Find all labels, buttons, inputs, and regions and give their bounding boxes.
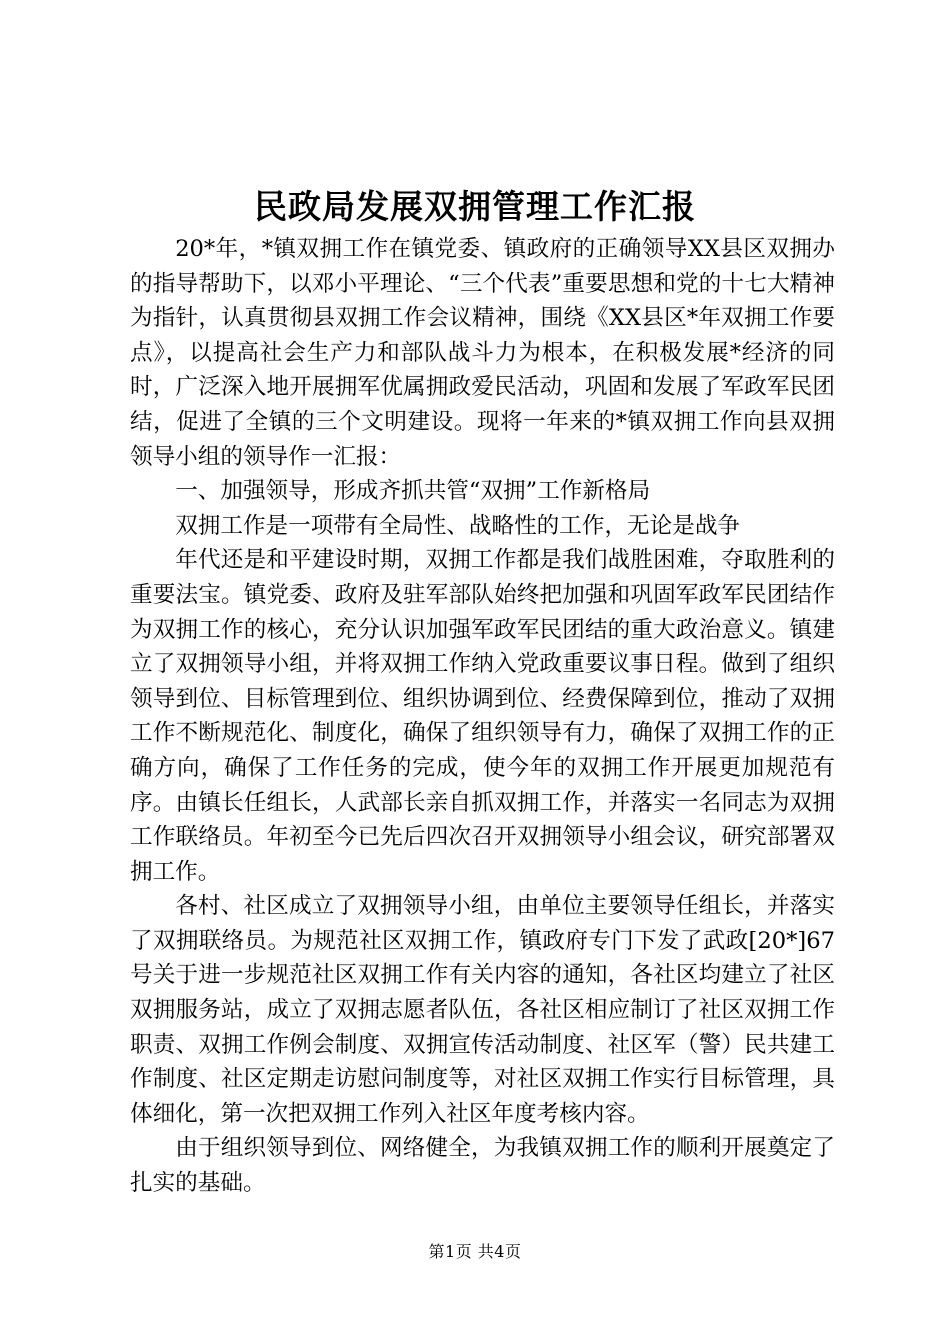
paragraph-section1-start: 双拥工作是一项带有全局性、战略性的工作，无论是战争 xyxy=(175,512,741,539)
paragraph-community: 各村、社区成立了双拥领导小组，由单位主要领导任组长，并落实了双拥联络员。为规范社区双拥工作，镇政府专门下发了武政[20*]67号关于进一步规范社区双拥工作有关内容的通知，各社区均建立了社区双拥服务站，成立了双拥志愿者队伍，各社区相应制订了社区双拥工作职责、双拥工作例会制度、双拥宣传活动制度、社区军（警）民共建工作制度、社区定期走访慰问制度等，对社区双拥工作实行目标管理，具体细化，第一次把双拥工作列入社区年度考核内容。 xyxy=(130,893,835,1127)
paragraph-conclusion: 由于组织领导到位、网络健全，为我镇双拥工作的顺利开展奠定了扎实的基础。 xyxy=(130,1135,835,1197)
section-heading-1: 一、加强领导，形成齐抓共管“双拥”工作新格局 xyxy=(175,478,651,505)
document-body xyxy=(130,232,835,1201)
document-title: 民政局发展双拥管理工作汇报 xyxy=(254,187,696,226)
paragraph-section1-body: 年代还是和平建设时期，双拥工作都是我们战胜困难，夺取胜利的重要法宝。镇党委、政府及驻军部队始终把加强和巩固军政军民团结作为双拥工作的核心，充分认识加强军政军民团结的重大政治意义。镇建立了双拥领导小组，并将双拥工作纳入党政重要议事日程。做到了组织领导到位、目标管理到位、组织协调到位、经费保障到位，推动了双拥工作不断规范化、制度化，确保了组织领导有力，确保了双拥工作的正确方向，确保了工作任务的完成，使今年的双拥工作开展更加规范有序。由镇长任组长，人武部长亲自抓双拥工作，并落实一名同志为双拥工作联络员。年初至今已先后四次召开双拥领导小组会议，研究部署双拥工作。 xyxy=(130,547,835,885)
page-footer: 第1页 共4页 xyxy=(428,1242,522,1261)
paragraph-intro: 20*年，*镇双拥工作在镇党委、镇政府的正确领导XX县区双拥办的指导帮助下，以邓小平理论、“三个代表”重要思想和党的十七大精神为指针，认真贯彻县双拥工作会议精神，围绕《XX县区*年双拥工作要点》，以提高社会生产力和部队战斗力为根本，在积极发展*经济的同时，广泛深入地开展拥军优属拥政爱民活动，巩固和发展了军政军民团结，促进了全镇的三个文明建设。现将一年来的*镇双拥工作向县双拥领导小组的领导作一汇报： xyxy=(130,236,835,470)
